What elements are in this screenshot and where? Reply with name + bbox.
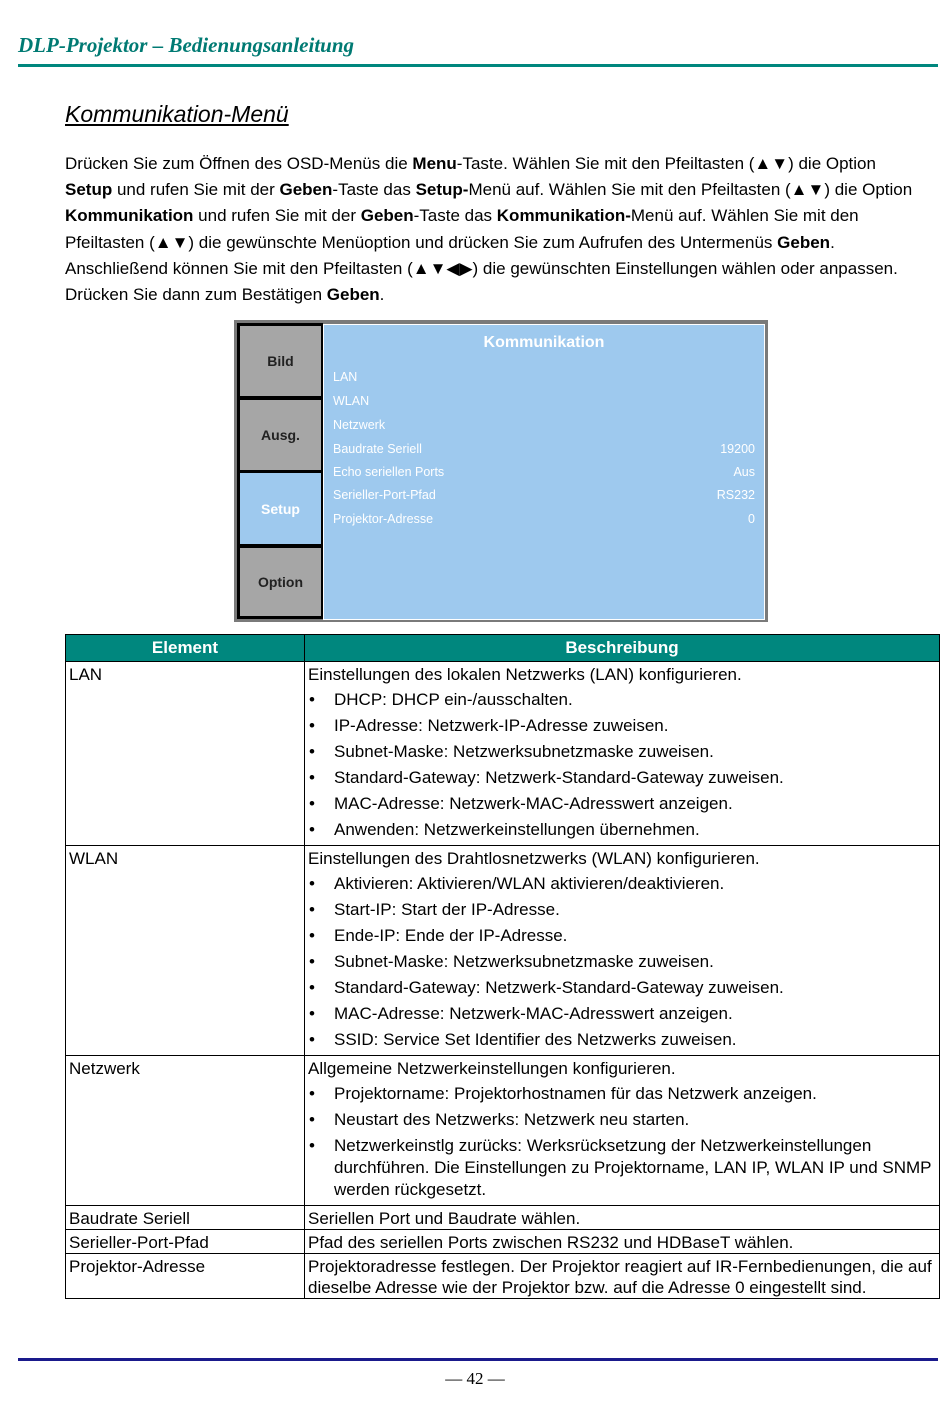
- footer-rule: [18, 1358, 938, 1361]
- bullet-item: • MAC-Adresse: Netzwerk-MAC-Adresswert anzeigen.: [308, 793, 936, 815]
- table-row: [66, 662, 940, 846]
- osd-menu-screenshot: [234, 320, 768, 622]
- osd-panel: [323, 324, 765, 620]
- intro-text: und rufen Sie mit der: [193, 206, 361, 226]
- header-element: Element: [66, 635, 305, 662]
- osd-row-netzwerk: [333, 418, 755, 438]
- table-row: [66, 1206, 940, 1230]
- bullet-item: • MAC-Adresse: Netzwerk-MAC-Adresswert anzeigen.: [308, 1003, 936, 1025]
- cell-description: [305, 662, 940, 846]
- osd-row-label: WLAN: [333, 394, 370, 408]
- intro-keyword: Geben: [360, 206, 414, 226]
- osd-row-adresse: [333, 512, 755, 532]
- bullet-list: [308, 873, 936, 1051]
- table-row: [66, 1230, 940, 1254]
- osd-row-value: 19200: [720, 442, 755, 456]
- intro-keyword: Geben: [326, 285, 380, 305]
- cell-description: [305, 1056, 940, 1206]
- osd-tab-option: Option: [240, 548, 321, 616]
- cell-description: [305, 846, 940, 1056]
- description-text: Projektoradresse festlegen. Der Projektor reagiert auf IR-Fernbedienungen, die auf dieselbe Adresse wie der Projektor bzw. auf die Adresse 0 eingestellt sind.: [308, 1257, 932, 1297]
- osd-tab-ausg: Ausg.: [240, 400, 321, 470]
- osd-row-value: Aus: [733, 465, 755, 479]
- bullet-item: • Subnet-Maske: Netzwerksubnetzmaske zuweisen.: [308, 951, 936, 973]
- intro-text: -Taste das: [413, 206, 497, 226]
- intro-text: -Taste. Wählen Sie mit den Pfeiltasten (▲▼) die Option: [456, 154, 876, 173]
- bullet-item: • DHCP: DHCP ein-/ausschalten.: [308, 689, 936, 711]
- intro-keyword: Geben: [777, 232, 831, 252]
- osd-row-label: Projektor-Adresse: [333, 512, 434, 526]
- bullet-item: • Start-IP: Start der IP-Adresse.: [308, 899, 936, 921]
- bullet-item: • SSID: Service Set Identifier des Netzwerks zuweisen.: [308, 1029, 936, 1051]
- bullet-item: • Anwenden: Netzwerkeinstellungen übernehmen.: [308, 819, 936, 841]
- description-table: [65, 634, 940, 1299]
- description-text: Einstellungen des lokalen Netzwerks (LAN) konfigurieren.: [308, 665, 742, 684]
- intro-keyword: Setup: [65, 180, 113, 200]
- intro-text: Drücken Sie zum Öffnen des OSD-Menüs die: [65, 154, 413, 173]
- intro-keyword: Menu: [412, 154, 457, 173]
- osd-tab-setup: Setup: [240, 473, 321, 544]
- intro-keyword: Setup-: [415, 180, 469, 200]
- osd-row-label: Netzwerk: [333, 418, 386, 432]
- osd-row-lan: [333, 370, 755, 390]
- intro-text: -Taste das: [332, 180, 416, 200]
- cell-description: [305, 1206, 940, 1230]
- table-row: [66, 1254, 940, 1299]
- bullet-list: [308, 1083, 936, 1201]
- osd-row-label: Echo seriellen Ports: [333, 465, 445, 479]
- cell-element: Serieller-Port-Pfad: [66, 1230, 305, 1254]
- osd-row-label: LAN: [333, 370, 358, 384]
- page-number: — 42 —: [445, 1369, 505, 1388]
- osd-panel-title: Kommunikation: [483, 334, 605, 351]
- header-beschreibung: Beschreibung: [305, 635, 940, 662]
- bullet-item: • Netzwerkeinstlg zurücks: Werksrücksetzung der Netzwerkeinstellungen durchführen. Die Einstellungen zu Projektorname, LAN IP, WLAN IP und SNMP werden rückgesetzt.: [308, 1135, 936, 1201]
- description-text: Einstellungen des Drahtlosnetzwerks (WLAN) konfigurieren.: [308, 849, 760, 868]
- bullet-item: • Subnet-Maske: Netzwerksubnetzmaske zuweisen.: [308, 741, 936, 763]
- cell-description: [305, 1230, 940, 1254]
- bullet-item: • Ende-IP: Ende der IP-Adresse.: [308, 925, 936, 947]
- osd-row-value: 0: [748, 512, 755, 526]
- bullet-item: • Neustart des Netzwerks: Netzwerk neu starten.: [308, 1109, 936, 1131]
- table-row: [66, 1056, 940, 1206]
- bullet-item: • Projektorname: Projektorhostnamen für das Netzwerk anzeigen.: [308, 1083, 936, 1105]
- intro-text: und rufen Sie mit der: [112, 180, 280, 200]
- cell-element: WLAN: [66, 846, 305, 1056]
- intro-keyword: Kommunikation-: [496, 206, 631, 226]
- bullet-list: [308, 689, 936, 841]
- cell-element: Baudrate Seriell: [66, 1206, 305, 1230]
- osd-row-label: Serieller-Port-Pfad: [333, 488, 436, 502]
- osd-row-baudrate: [333, 442, 755, 462]
- cell-element: Projektor-Adresse: [66, 1254, 305, 1299]
- cell-element: LAN: [66, 662, 305, 846]
- header-rule: [18, 64, 938, 67]
- intro-paragraph: [65, 151, 920, 308]
- document-header: DLP-Projektor – Bedienungsanleitung: [18, 33, 355, 57]
- description-text: Pfad des seriellen Ports zwischen RS232 und HDBaseT wählen.: [308, 1233, 794, 1252]
- table-header-row: [66, 635, 940, 662]
- osd-row-wlan: [333, 394, 755, 414]
- cell-description: [305, 1254, 940, 1299]
- intro-text: .: [379, 285, 385, 305]
- intro-keyword: Kommunikation: [65, 206, 194, 226]
- description-text: Allgemeine Netzwerkeinstellungen konfigurieren.: [308, 1059, 676, 1078]
- table-row: [66, 846, 940, 1056]
- description-text: Seriellen Port und Baudrate wählen.: [308, 1209, 581, 1228]
- osd-row-label: Baudrate Seriell: [333, 442, 422, 456]
- cell-element: Netzwerk: [66, 1056, 305, 1206]
- osd-row-echo: [333, 465, 755, 485]
- bullet-item: • Aktivieren: Aktivieren/WLAN aktivieren/deaktivieren.: [308, 873, 936, 895]
- intro-text: Menü auf. Wählen Sie mit den Pfeiltasten (▲▼) die gewünschte Menüoption und drücken Sie zum Aufrufen des Untermenüs: [65, 206, 859, 252]
- section-title: Kommunikation-Menü: [65, 101, 289, 127]
- osd-tab-column: [237, 323, 323, 619]
- osd-tab-bild: Bild: [240, 326, 321, 396]
- bullet-item: • Standard-Gateway: Netzwerk-Standard-Gateway zuweisen.: [308, 977, 936, 999]
- bullet-item: • IP-Adresse: Netzwerk-IP-Adresse zuweisen.: [308, 715, 936, 737]
- osd-row-port-pfad: [333, 488, 755, 508]
- intro-text: Menü auf. Wählen Sie mit den Pfeiltasten (▲▼) die Option: [468, 180, 913, 200]
- intro-text: . Anschließend können Sie mit den Pfeiltasten (▲▼◀▶) die gewünschten Einstellungen wählen oder anpassen. Drücken Sie dann zum Bestätigen: [65, 232, 898, 305]
- osd-row-value: RS232: [716, 488, 755, 502]
- intro-keyword: Geben: [279, 180, 333, 200]
- bullet-item: • Standard-Gateway: Netzwerk-Standard-Gateway zuweisen.: [308, 767, 936, 789]
